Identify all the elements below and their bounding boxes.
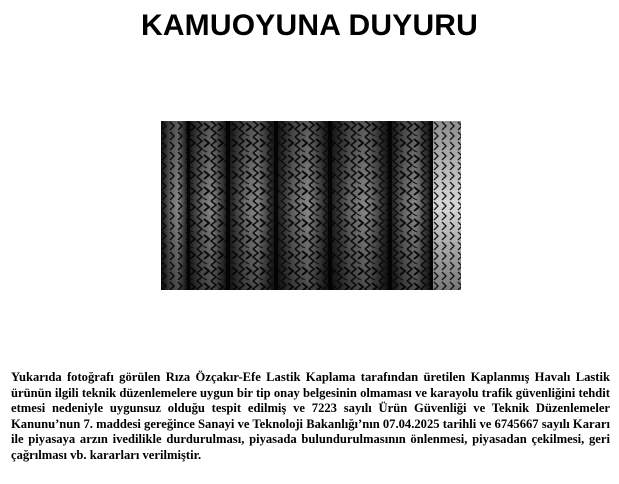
announcement-title: KAMUOYUNA DUYURU xyxy=(140,9,479,42)
announcement-body: Yukarıda fotoğrafı görülen Rıza Özçakır-Efe Lastik Kaplama tarafından üretilen Kaplanmış Havalı Lastik ürünün ilgili teknik düzenlemelere uygun bir tip onay belgesinin olmaması ve karayolu trafik güvenliğini tehdit etmesi nedeniyle uygunsuz olduğu tespit edilmiş ve 7223 sayılı Ürün Güvenliği ve Teknik Düzenlemeler Kanunu’nun 7. maddesi gereğince Sanayi ve Teknoloji Bakanlığı’nın 07.04.2025 tarihli ve 6745667 sayılı Kararı ile piyasaya arzın ivedilikle durdurulması, piyasada bulundurulmasının önlenmesi, piyasadan çekilmesi, geri çağrılması vb. kararları verilmiştir. xyxy=(11,370,610,462)
tire-stack-photo xyxy=(161,121,461,290)
